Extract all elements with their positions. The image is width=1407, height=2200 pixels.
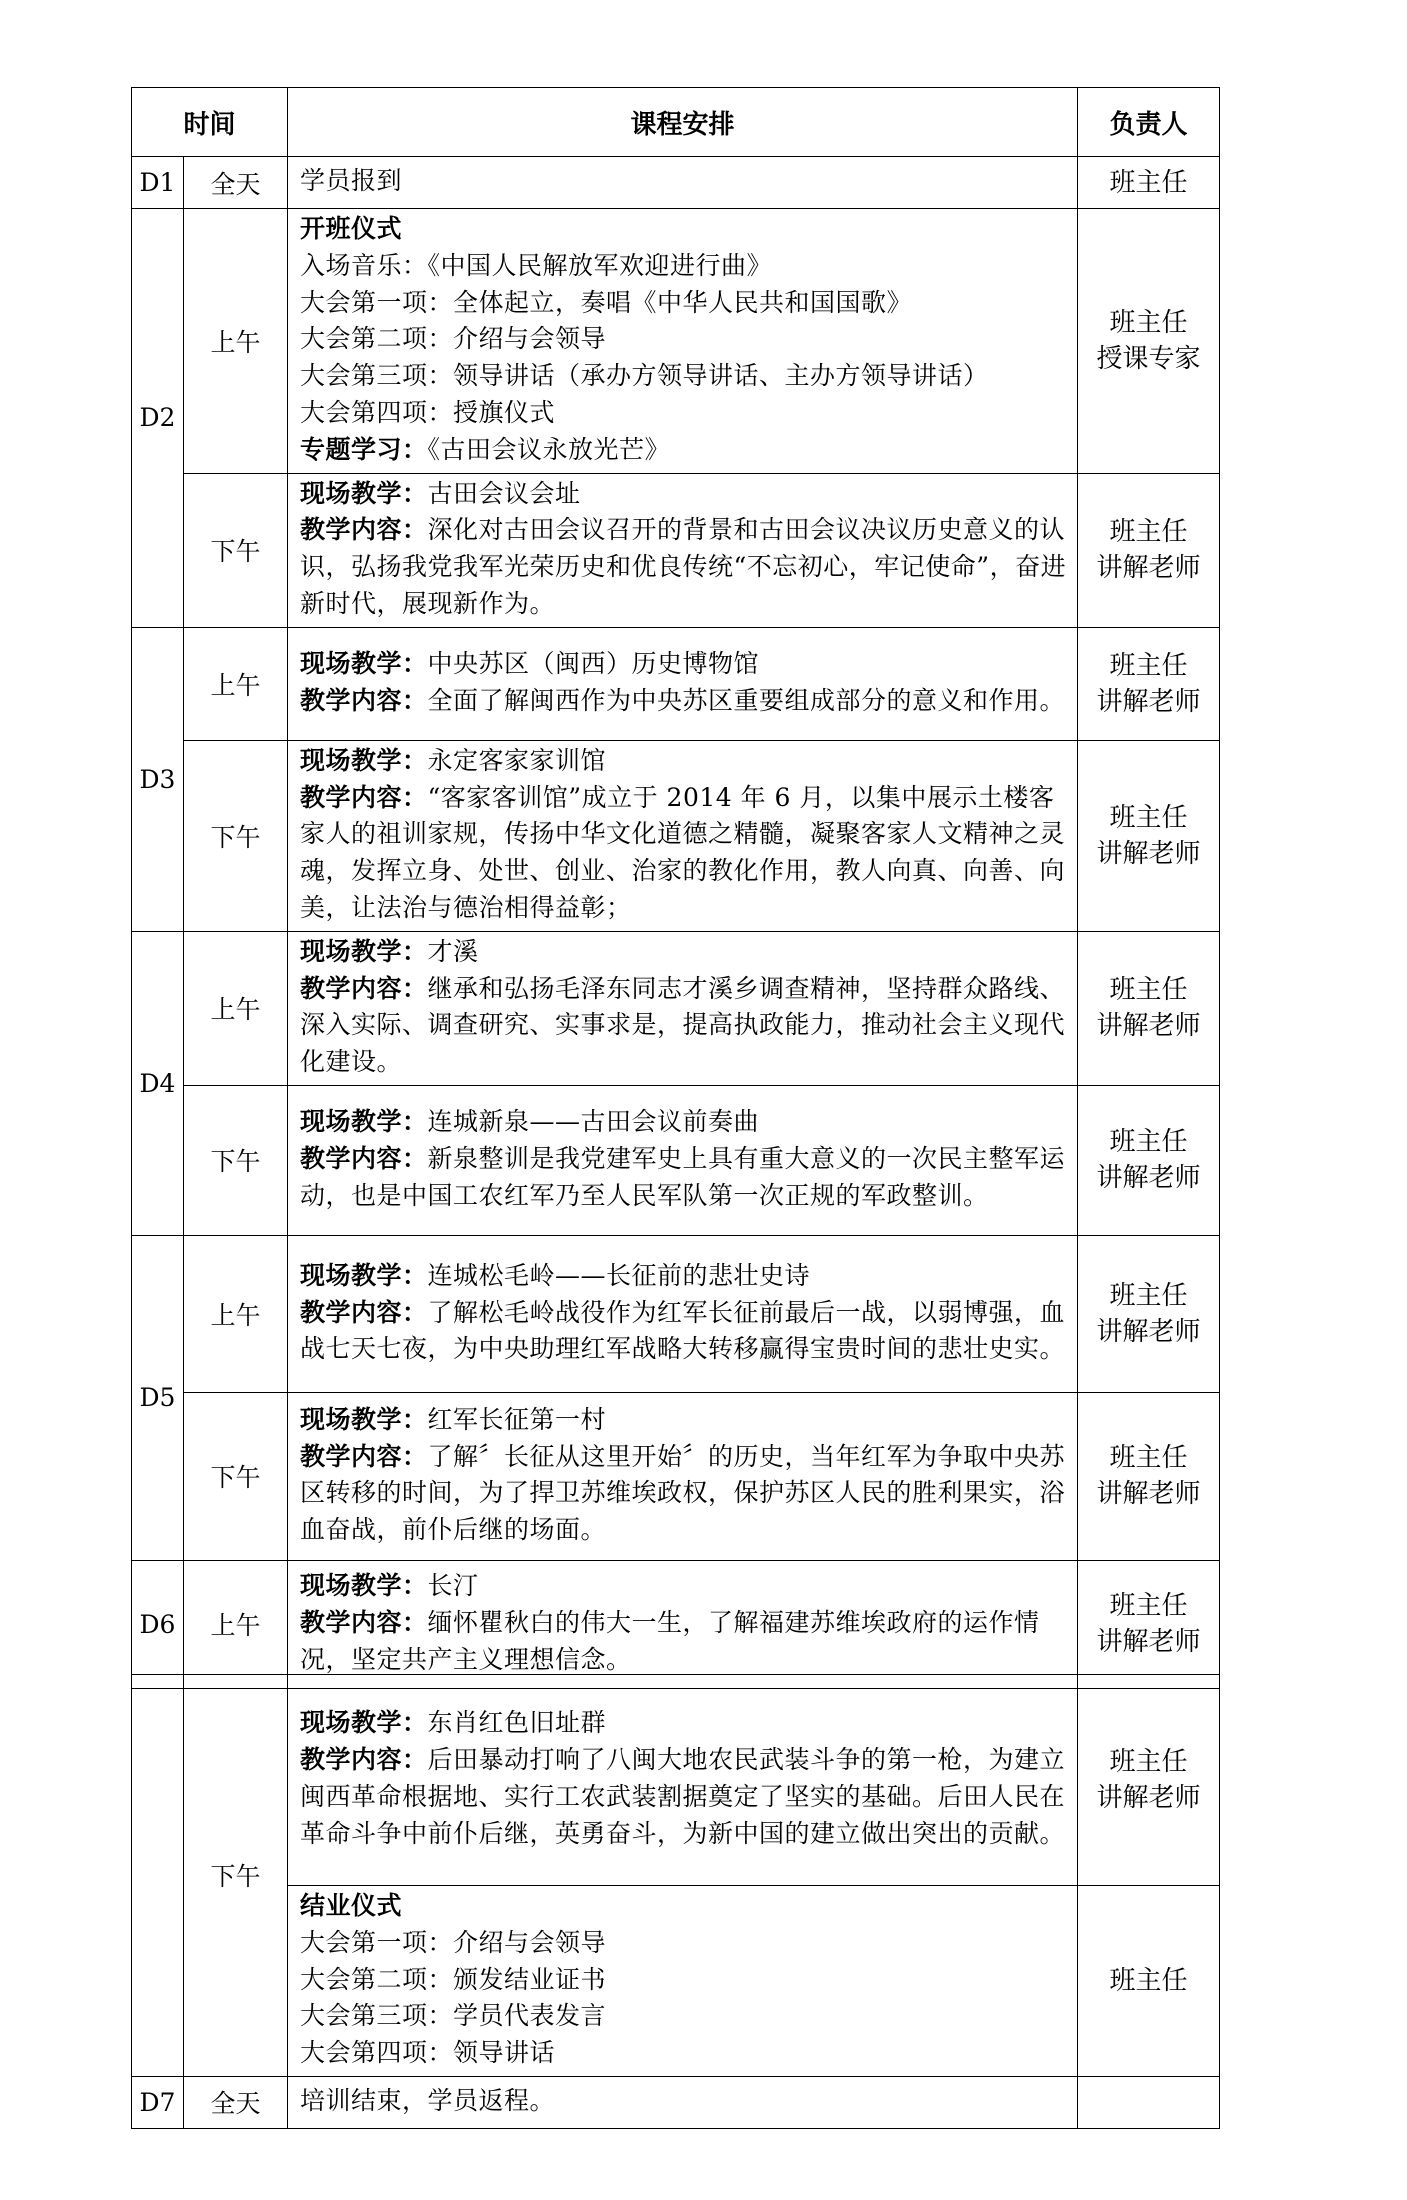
content-line [300, 971, 1067, 1081]
content-cell [288, 473, 1078, 627]
content-line-label: 教学内容： [300, 1297, 428, 1327]
content-line [300, 780, 1067, 927]
responsible-cell [1078, 157, 1220, 209]
content-line-text: 中央苏区（闽西）历史博物馆 [427, 648, 760, 678]
content-line-label: 现场教学： [300, 1404, 428, 1434]
content-line-text: 深化对古田会议召开的背景和古田会议决议历史意义的认识，弘扬我党我军光荣历史和优良传统“不忘初心，牢记使命”，奋进新时代，展现新作为。 [300, 515, 1067, 618]
content-line-text: 大会第三项：学员代表发言 [300, 2001, 607, 2031]
content-line [300, 1402, 1067, 1439]
content-line [300, 358, 1067, 395]
content-line-text: 大会第一项：介绍与会领导 [300, 1927, 607, 1957]
content-line-label: 现场教学： [300, 1708, 428, 1738]
responsible-name: 班主任 [1109, 167, 1188, 198]
content-line-text: 缅怀瞿秋白的伟大一生，了解福建苏维埃政府的运作情况，坚定共产主义理想信念。 [300, 1608, 1040, 1674]
content-line [300, 1439, 1067, 1549]
responsible-name: 班主任 [1109, 975, 1188, 1006]
table-row-d4-am [132, 931, 1220, 1085]
content-line [300, 2083, 1067, 2120]
content-cell [288, 931, 1078, 1085]
content-line-text: 开班仪式 [300, 214, 403, 243]
table-row-d2-am [132, 209, 1220, 474]
content-line-text: 大会第四项：领导讲话 [300, 2038, 556, 2068]
content-line-label: 专题学习： [300, 434, 428, 464]
content-line-label: 现场教学： [300, 1260, 428, 1290]
content-line-text: 连城松毛岭——长征前的悲壮史诗 [427, 1260, 811, 1290]
responsible-name: 班主任 [1109, 802, 1188, 833]
table-row-d6-am [132, 1560, 1220, 1688]
period-cell: 全天 [184, 2076, 288, 2128]
content-line-label: 教学内容： [300, 685, 428, 715]
content-line [300, 163, 1067, 200]
period-cell: 上午 [184, 1560, 288, 1688]
content-line [300, 211, 1067, 248]
content-line-text: 大会第三项：领导讲话（承办方领导讲话、主办方领导讲话） [300, 361, 989, 391]
table-row-d7 [132, 2076, 1220, 2128]
content-line [300, 743, 1067, 780]
content-line [300, 512, 1067, 622]
content-line [300, 1962, 1067, 1999]
table-row-d1 [132, 157, 1220, 209]
table-header-row [132, 88, 1220, 157]
table-row-d7-pm-b [132, 1886, 1220, 2077]
responsible-name: 讲解老师 [1096, 838, 1201, 869]
content-line-text: 大会第一项：全体起立，奏唱《中华人民共和国国歌》 [300, 287, 913, 317]
content-line-label: 教学内容： [300, 515, 428, 545]
responsible-cell [1078, 1392, 1220, 1560]
table-row-d5-pm [132, 1392, 1220, 1560]
period-cell: 上午 [184, 627, 288, 740]
responsible-name: 班主任 [1109, 1127, 1188, 1158]
content-line [300, 248, 1067, 285]
content-line-text: 长汀 [427, 1571, 479, 1601]
content-line [300, 432, 1067, 469]
table-row-d4-pm [132, 1085, 1220, 1235]
content-line [300, 1141, 1067, 1215]
content-line-label: 教学内容： [300, 973, 428, 1003]
responsible-name: 班主任 [1109, 650, 1188, 681]
responsible-cell [1078, 1085, 1220, 1235]
content-line-label: 教学内容： [300, 1441, 428, 1471]
content-line-text: 连城新泉——古田会议前奏曲 [427, 1107, 760, 1137]
content-line-text: 永定客家家训馆 [427, 745, 607, 775]
responsible-cell [1078, 740, 1220, 931]
responsible-name: 授课专家 [1096, 343, 1201, 374]
responsible-name: 班主任 [1109, 1280, 1188, 1311]
day-cell: D7 [132, 2076, 184, 2128]
responsible-cell [1078, 1560, 1220, 1688]
responsible-name: 讲解老师 [1096, 1627, 1201, 1658]
content-line-label: 现场教学： [300, 478, 428, 508]
content-line [300, 934, 1067, 971]
content-cell [288, 1886, 1078, 2077]
content-line-text: 红军长征第一村 [427, 1404, 607, 1434]
content-line-text: 入场音乐：《中国人民解放军欢迎进行曲》 [300, 250, 773, 280]
responsible-name: 班主任 [1109, 517, 1188, 548]
table-row-d7-pm-a [132, 1675, 1220, 1886]
content-line-label: 现场教学： [300, 745, 428, 775]
content-cell [288, 627, 1078, 740]
day-cell: D6 [132, 1560, 184, 1688]
content-cell [288, 157, 1078, 209]
content-line-text: 东肖红色旧址群 [427, 1708, 607, 1738]
responsible-name: 讲解老师 [1096, 1783, 1201, 1813]
content-line-label: 教学内容： [300, 1745, 428, 1775]
day-cell: D2 [132, 209, 184, 628]
responsible-cell [1078, 627, 1220, 740]
table-row-d5-am [132, 1235, 1220, 1392]
content-line-text: 继承和弘扬毛泽东同志才溪乡调查精神，坚持群众路线、深入实际、调查研究、实事求是，提高执政能力，推动社会主义现代化建设。 [300, 973, 1066, 1077]
period-cell: 上午 [184, 1235, 288, 1392]
responsible-cell [1078, 1886, 1220, 2077]
header-schedule: 课程安排 [288, 88, 1078, 157]
content-line [300, 1258, 1067, 1295]
content-line-text: “客家客训馆”成立于 2014 年 6 月，以集中展示土楼客家人的祖训家规，传扬中华文化道德之精髓，凝聚客家人文精神之灵魂，发挥立身、处世、创业、治家的教化作用，教人向真、向善、向美，让法治与德治相得益彰； [300, 782, 1066, 922]
responsible-cell [1078, 473, 1220, 627]
content-line-label: 现场教学： [300, 1571, 428, 1601]
responsible-name: 班主任 [1109, 307, 1188, 338]
content-line-text: 新泉整训是我党建军史上具有重大意义的一次民主整军运动，也是中国工农红军乃至人民军队第一次正规的军政整训。 [300, 1144, 1066, 1210]
responsible-name: 讲解老师 [1096, 1316, 1201, 1347]
content-line-text: 结业仪式 [300, 1891, 403, 1920]
responsible-name: 讲解老师 [1096, 686, 1201, 717]
period-cell: 上午 [184, 931, 288, 1085]
table-row-d3-pm [132, 740, 1220, 931]
period-cell: 下午 [184, 1675, 288, 2077]
header-time: 时间 [132, 88, 288, 157]
content-line-text: 大会第二项：介绍与会领导 [300, 324, 607, 354]
content-cell [288, 2076, 1078, 2128]
content-line-label: 现场教学： [300, 1107, 428, 1137]
content-cell [288, 209, 1078, 474]
content-line-label: 现场教学： [300, 936, 428, 966]
responsible-name: 班主任 [1109, 1591, 1188, 1622]
period-cell: 全天 [184, 157, 288, 209]
content-line [300, 1104, 1067, 1141]
responsible-name: 讲解老师 [1096, 1011, 1201, 1042]
day-cell: D4 [132, 931, 184, 1235]
content-line [300, 321, 1067, 358]
day-cell: D3 [132, 627, 184, 931]
content-line [300, 1705, 1067, 1742]
day-cell: D5 [132, 1235, 184, 1560]
content-line-text: 培训结束，学员返程。 [300, 2086, 556, 2116]
period-cell: 下午 [184, 1392, 288, 1560]
content-line [300, 1925, 1067, 1962]
content-line [300, 1888, 1067, 1925]
period-cell: 下午 [184, 740, 288, 931]
responsible-name: 讲解老师 [1096, 1163, 1201, 1194]
content-line [300, 683, 1067, 720]
day-cell: D1 [132, 157, 184, 209]
content-line [300, 2035, 1067, 2072]
period-cell: 上午 [184, 209, 288, 474]
content-line-text: 大会第四项：授旗仪式 [300, 397, 556, 427]
content-cell [288, 1085, 1078, 1235]
period-cell: 下午 [184, 473, 288, 627]
content-line-text: 《古田会议永放光芒》 [427, 434, 671, 464]
content-line [300, 1742, 1067, 1852]
header-responsible: 负责人 [1078, 88, 1220, 157]
content-cell [288, 740, 1078, 931]
schedule-table-part-1 [131, 87, 1220, 1689]
content-line [300, 1295, 1067, 1369]
content-line [300, 476, 1067, 513]
content-line-text: 了解〞长征从这里开始〞的历史，当年红军为争取中央苏区转移的时间，为了捍卫苏维埃政权，保护苏区人民的胜利果实，浴血奋战，前仆后继的场面。 [300, 1441, 1066, 1545]
content-line-text: 古田会议会址 [427, 478, 581, 508]
content-line-text: 后田暴动打响了八闽大地农民武装斗争的第一枪，为建立闽西革命根据地、实行工农武装割据奠定了坚实的基础。后田人民在革命斗争中前仆后继，英勇奋斗，为新中国的建立做出突出的贡献。 [300, 1745, 1066, 1848]
content-line [300, 1998, 1067, 2035]
content-line-text: 大会第二项：颁发结业证书 [300, 1964, 607, 1994]
content-cell [288, 1560, 1078, 1688]
responsible-cell [1078, 931, 1220, 1085]
content-line-label: 教学内容： [300, 1144, 428, 1174]
content-line [300, 285, 1067, 322]
content-line-label: 现场教学： [300, 648, 428, 678]
responsible-cell [1078, 2076, 1220, 2128]
content-cell [288, 1392, 1078, 1560]
responsible-cell [1078, 1675, 1220, 1886]
responsible-cell [1078, 1235, 1220, 1392]
responsible-cell [1078, 209, 1220, 474]
table-row-d3-am [132, 627, 1220, 740]
content-line-label: 教学内容： [300, 1608, 428, 1638]
content-cell [288, 1235, 1078, 1392]
content-line [300, 1605, 1067, 1679]
content-line-text: 学员报到 [300, 166, 403, 196]
content-line [300, 646, 1067, 683]
period-cell: 下午 [184, 1085, 288, 1235]
responsible-name: 班主任 [1109, 1965, 1188, 1996]
content-line [300, 395, 1067, 432]
schedule-table-part-2 [131, 1674, 1220, 2129]
table-row-d2-pm [132, 473, 1220, 627]
day-cell [132, 1675, 184, 2077]
content-cell [288, 1675, 1078, 1886]
content-line-text: 全面了解闽西作为中央苏区重要组成部分的意义和作用。 [427, 685, 1066, 715]
content-line [300, 1568, 1067, 1605]
responsible-name: 班主任 [1109, 1443, 1188, 1474]
responsible-name: 讲解老师 [1096, 1479, 1201, 1510]
responsible-name: 讲解老师 [1096, 553, 1201, 584]
content-line-text: 才溪 [427, 936, 479, 966]
responsible-name: 班主任 [1109, 1747, 1188, 1777]
content-line-label: 教学内容： [300, 782, 428, 812]
content-line-text: 了解松毛岭战役作为红军长征前最后一战，以弱博强，血战七天七夜，为中央助理红军战略大转移赢得宝贵时间的悲壮史实。 [300, 1297, 1066, 1364]
